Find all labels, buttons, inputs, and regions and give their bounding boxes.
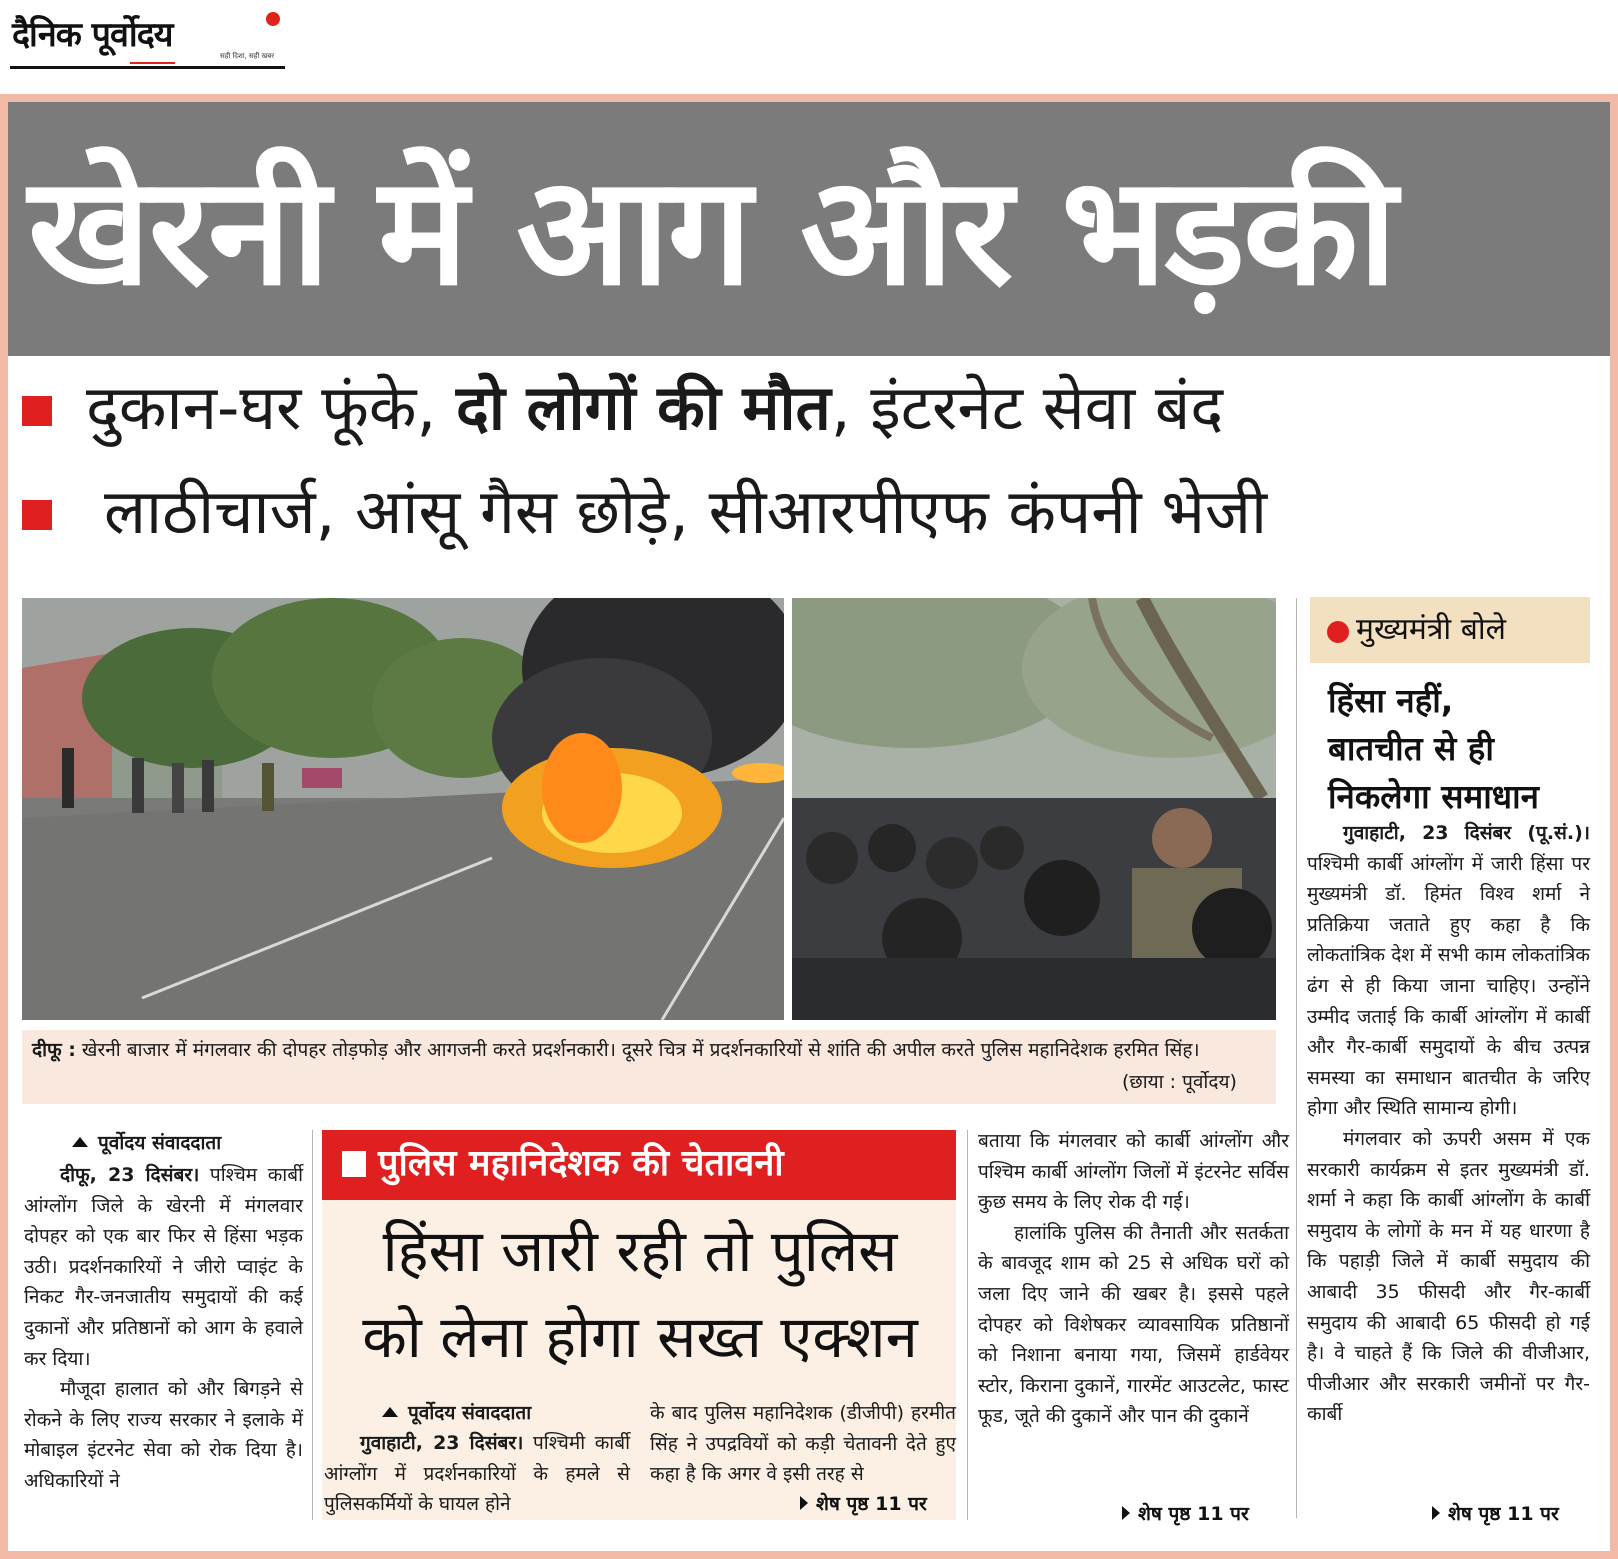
photo-fire-on-road bbox=[22, 598, 784, 1020]
photo-caption bbox=[32, 1036, 1266, 1064]
cm-headline-line-1: हिंसा नहीं, bbox=[1328, 681, 1454, 720]
cm-story-dateline: गुवाहाटी, 23 दिसंबर (पू.सं.)। bbox=[1343, 822, 1590, 844]
cm-story-paragraph bbox=[1307, 818, 1590, 1124]
main-story-dateline: दीफू, 23 दिसंबर। bbox=[60, 1164, 200, 1186]
subheadline-2: लाठीचार्ज, आंसू गैस छोड़े, सीआरपीएफ कंपनी भेजी bbox=[104, 475, 1268, 548]
cm-headline-line-3: निकलेगा समाधान bbox=[1328, 777, 1539, 816]
police-story-column-2 bbox=[650, 1398, 956, 1490]
white-square-icon bbox=[342, 1151, 366, 1177]
newspaper-logo: दैनिक पूर्वोदय bbox=[12, 15, 173, 55]
main-story-paragraph: मौजूदा हालात को और बिगड़ने से रोकने के लिए राज्य सरकार ने इलाके में मोबाइल इंटरनेट सेवा को रोक दिया है। अधिकारियों ने bbox=[24, 1378, 303, 1492]
police-headline-line-1: हिंसा जारी रही तो पुलिस bbox=[382, 1217, 898, 1285]
main-headline: खेरनी में आग और भड़की bbox=[28, 145, 1396, 319]
triangle-icon bbox=[382, 1407, 398, 1417]
main-story-paragraph: बताया कि मंगलवार को कार्बी आंग्लोंग और पश्चिम कार्बी आंग्लोंग जिलों में इंटरनेट सर्विस कुछ समय के लिए रोक दी गई। bbox=[978, 1130, 1289, 1214]
caption-text: खेरनी बाजार में मंगलवार की दोपहर तोड़फोड़ और आगजनी करते प्रदर्शनकारी। दूसरे चित्र में प्रदर्शनकारियों से शांति की अपील करते पुलिस महानिदेशक हरमित सिंह। bbox=[81, 1039, 1200, 1061]
main-story-paragraph bbox=[24, 1160, 303, 1374]
red-dot-icon bbox=[1327, 621, 1349, 643]
main-story-continued bbox=[1122, 1500, 1249, 1528]
police-story-paragraph: के बाद पुलिस महानिदेशक (डीजीपी) हरमीत सिंह ने उपद्रवियों को कड़ी चेतावनी देते हुए कहा है कि अगर वे इसी तरह से bbox=[650, 1402, 956, 1486]
photo-crowd-police-chief bbox=[792, 598, 1276, 1020]
police-byline-label: पूर्वोदय संवाददाता bbox=[408, 1402, 532, 1424]
main-story-paragraph: हालांकि पुलिस की तैनाती और सतर्कता के बावजूद शाम को 25 से अधिक घरों को जला दिए जाने की खबर है। इससे पहले दोपहर को विशेषकर व्यावसायिक प्रतिष्ठानों को निशाना बनाया गया, जिसमें हार्डवेयर स्टोर, किराना दुकानें, गारमेंट आउटलेट, फास्ट फूड, जूते की दुकानें और पान की दुकानें bbox=[978, 1221, 1289, 1428]
cm-story-text-1: पश्चिमी कार्बी आंग्लोंग में जारी हिंसा पर मुख्यमंत्री डॉ. हिमंत विश्व शर्मा ने प्रतिक्रिया जताते हुए कहा है कि लोकतांत्रिक देश में सभी काम लोकतांत्रिक ढंग से ही किया जाना चाहिए। उन्होंने उम्मीद जताई कि कार्बी आंग्लोंग में कार्बी और गैर-कार्बी समुदायों के बीच उत्पन्न समस्या का समाधान बातचीत के जरिए होगा और स्थिति सामान्य होगी। bbox=[1307, 852, 1590, 1120]
police-headline-line-2: को लेना होगा सख्त एक्शन bbox=[362, 1303, 918, 1371]
masthead-accent bbox=[130, 62, 175, 64]
caption-place: दीफू : bbox=[32, 1039, 76, 1061]
cm-headline-line-2: बातचीत से ही bbox=[1328, 729, 1494, 768]
subheadline-1-bold: दो लोगों की मौत bbox=[455, 371, 831, 444]
main-byline-label: पूर्वोदय संवाददाता bbox=[98, 1132, 222, 1154]
police-story-column-1 bbox=[324, 1428, 630, 1520]
photo-fire-illustration bbox=[22, 598, 784, 1020]
bullet-icon bbox=[22, 500, 52, 530]
police-story-label: पुलिस महानिदेशक की चेतावनी bbox=[378, 1143, 784, 1184]
logo-dot-icon bbox=[266, 12, 280, 26]
main-continued-label: शेष पृष्ठ 11 पर bbox=[1138, 1503, 1249, 1525]
subheadline-1-end: , इंटरनेट सेवा बंद bbox=[830, 371, 1224, 444]
arrow-right-icon bbox=[1432, 1506, 1440, 1520]
column-divider bbox=[312, 1130, 313, 1520]
headline-banner bbox=[8, 102, 1610, 356]
column-divider bbox=[1296, 598, 1297, 1518]
arrow-right-icon bbox=[800, 1496, 808, 1510]
subheadline-1 bbox=[86, 372, 1223, 444]
bullet-icon bbox=[22, 396, 52, 426]
main-story-column-1 bbox=[24, 1160, 303, 1497]
police-story-byline bbox=[382, 1398, 531, 1428]
police-story-headline bbox=[338, 1208, 942, 1380]
cm-story-paragraph: मंगलवार को ऊपरी असम में एक सरकारी कार्यक्रम से इतर मुख्यमंत्री डॉ. शर्मा ने कहा कि कार्बी आंग्लोंग के कार्बी समुदाय के लोगों के मन में यह धारणा है कि पहाड़ी जिले में कार्बी समुदाय की आबादी 35 फीसदी और गैर-कार्बी समुदाय की आबादी 65 फीसदी हो गई है। वे चाहते हैं कि जिले की वीजीआर, पीजीआर और सरकारी जमीनों पर गैर-कार्बी bbox=[1307, 1127, 1590, 1426]
main-story-byline bbox=[72, 1128, 221, 1158]
arrow-right-icon bbox=[1122, 1506, 1130, 1520]
cm-continued-label: शेष पृष्ठ 11 पर bbox=[1448, 1503, 1559, 1525]
photo-credit: (छाया : पूर्वोदय) bbox=[1122, 1071, 1237, 1093]
masthead bbox=[10, 6, 285, 72]
police-continued-label: शेष पृष्ठ 11 पर bbox=[816, 1493, 927, 1515]
cm-story-body bbox=[1307, 818, 1590, 1430]
column-divider bbox=[967, 1130, 968, 1520]
newspaper-tagline: सही दिशा, सही खबर bbox=[220, 52, 275, 60]
cm-story-continued bbox=[1432, 1500, 1559, 1528]
cm-story-tag-label: मुख्यमंत्री बोले bbox=[1356, 612, 1506, 647]
police-story-text-1: पश्चिमी कार्बी आंग्लोंग में प्रदर्शनकारियों के हमले से पुलिसकर्मियों के घायल होने bbox=[324, 1432, 630, 1516]
masthead-rule bbox=[10, 66, 285, 69]
main-story-text-1: पश्चिम कार्बी आंग्लोंग जिले के खेरनी में मंगलवार दोपहर को एक बार फिर से हिंसा भड़क उठी। प्रदर्शनकारियों ने जीरो प्वाइंट के निकट गैर-जनजातीय समुदायों की कई दुकानों और प्रतिष्ठानों को आग के हवाले कर दिया। bbox=[24, 1164, 303, 1370]
subheadline-1-start: दुकान-घर फूंके, bbox=[86, 371, 437, 444]
photo-crowd-illustration bbox=[792, 598, 1276, 1020]
cm-story-headline bbox=[1328, 677, 1539, 821]
police-story-paragraph bbox=[324, 1428, 630, 1520]
triangle-icon bbox=[72, 1137, 88, 1147]
police-story-dateline: गुवाहाटी, 23 दिसंबर। bbox=[360, 1432, 524, 1454]
police-story-continued bbox=[800, 1490, 927, 1518]
main-story-column-2 bbox=[978, 1126, 1289, 1432]
